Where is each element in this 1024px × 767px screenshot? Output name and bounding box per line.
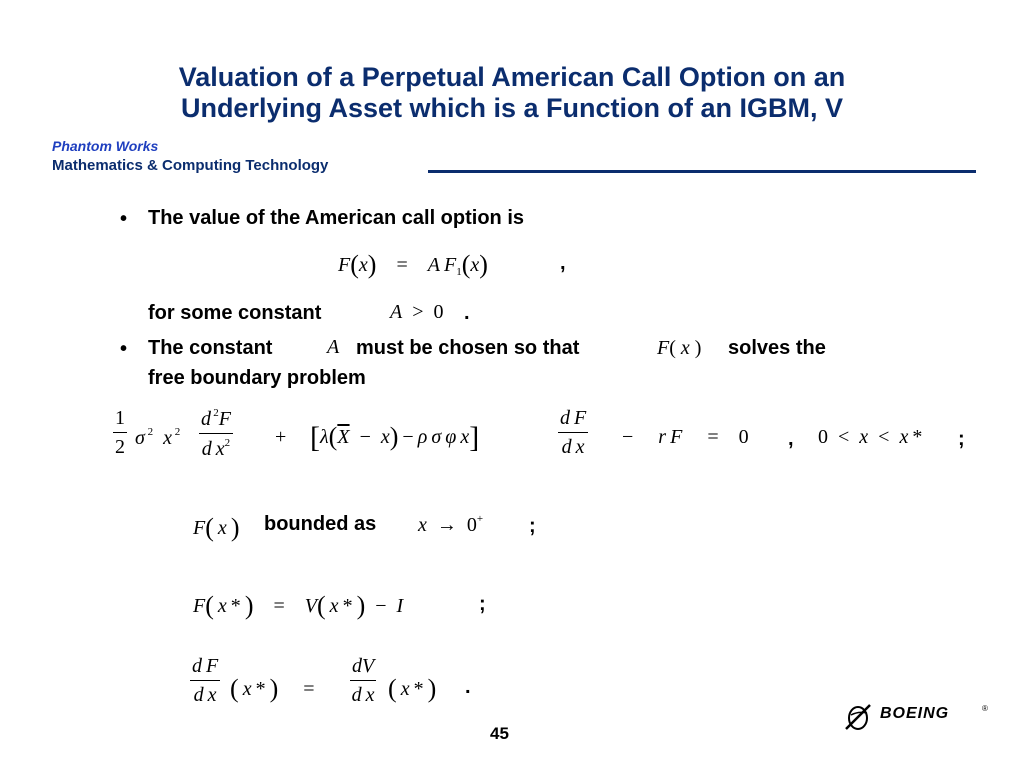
equation-value-matching: F( x * ) = V( x * ) − I: [193, 591, 404, 620]
fraction-df-dx: $\frac{\text{d F}}{\text{d x}}$: [560, 407, 587, 458]
fraction-one-half: $\frac{1}{2}$: [115, 407, 125, 458]
bullet-1-text: The value of the American call option is: [148, 207, 525, 229]
bullet-2-text-a: The constant: [148, 337, 273, 359]
page-number: 45: [490, 724, 509, 743]
semicolon-mark: ;: [529, 515, 536, 537]
semicolon-mark: ;: [479, 593, 486, 615]
bullet-2-text-b: must be chosen so that: [356, 337, 580, 359]
fraction-dv-dx: $\frac{dV}{\text{d x}}$: [351, 655, 375, 706]
bullet-marker: •: [120, 338, 128, 360]
period-mark: .: [465, 676, 471, 698]
semicolon-mark: ;: [958, 428, 965, 450]
bullet-marker: •: [120, 208, 128, 230]
equation-domain: 0 < x < x *: [818, 426, 923, 448]
boeing-logo-text: BOEING: [880, 705, 950, 722]
comma-mark: ,: [560, 252, 566, 274]
bullet-2-text-line-2: free boundary problem: [148, 367, 366, 389]
symbol-f-of-x: F( x ): [657, 337, 702, 359]
equation-limit: x → 0+: [418, 513, 484, 536]
bullet-2-text-c: solves the: [728, 337, 826, 359]
equation-a-positive: A > 0: [390, 301, 444, 323]
slide-title: [40, 62, 984, 124]
title-line-1: Valuation of a Perpetual American Call Option on an: [178, 62, 846, 92]
sigma-squared-x-squared: σ $^2$ x $^2$: [135, 426, 181, 449]
brand-label: Phantom Works: [52, 138, 159, 154]
registered-mark: ®: [982, 704, 988, 713]
period-mark: .: [464, 302, 470, 324]
department-label: Mathematics & Computing Technology: [52, 157, 329, 174]
title-line-2: Underlying Asset which is a Function of an IGBM, V: [180, 93, 844, 123]
equation-drift-term: [$\lambda(\overline{X} - x) - \rho$ σ φ x]: [310, 421, 480, 454]
symbol-f-of-x: F( x ): [193, 513, 240, 542]
bounded-as-text: bounded as: [264, 513, 377, 535]
header-divider: [428, 170, 976, 173]
equation-smooth-pasting-left: ( x * ) =: [230, 674, 315, 703]
equation-discount-term: − r F = 0: [622, 426, 749, 448]
equation-smooth-pasting-right: ( x * ): [388, 674, 437, 703]
fraction-df-dx: $\frac{\text{d F}}{\text{d x}}$: [192, 655, 219, 706]
for-some-constant-text: for some constant: [148, 302, 322, 324]
fraction-d2f-dx2: $\frac{d ^2F}{d x^2}$: [201, 407, 231, 460]
comma-mark: ,: [788, 428, 794, 450]
symbol-a: A: [327, 336, 340, 358]
plus-sign: +: [275, 426, 287, 448]
equation-option-value: F(x) = A $F_1(x)$: [338, 250, 488, 279]
